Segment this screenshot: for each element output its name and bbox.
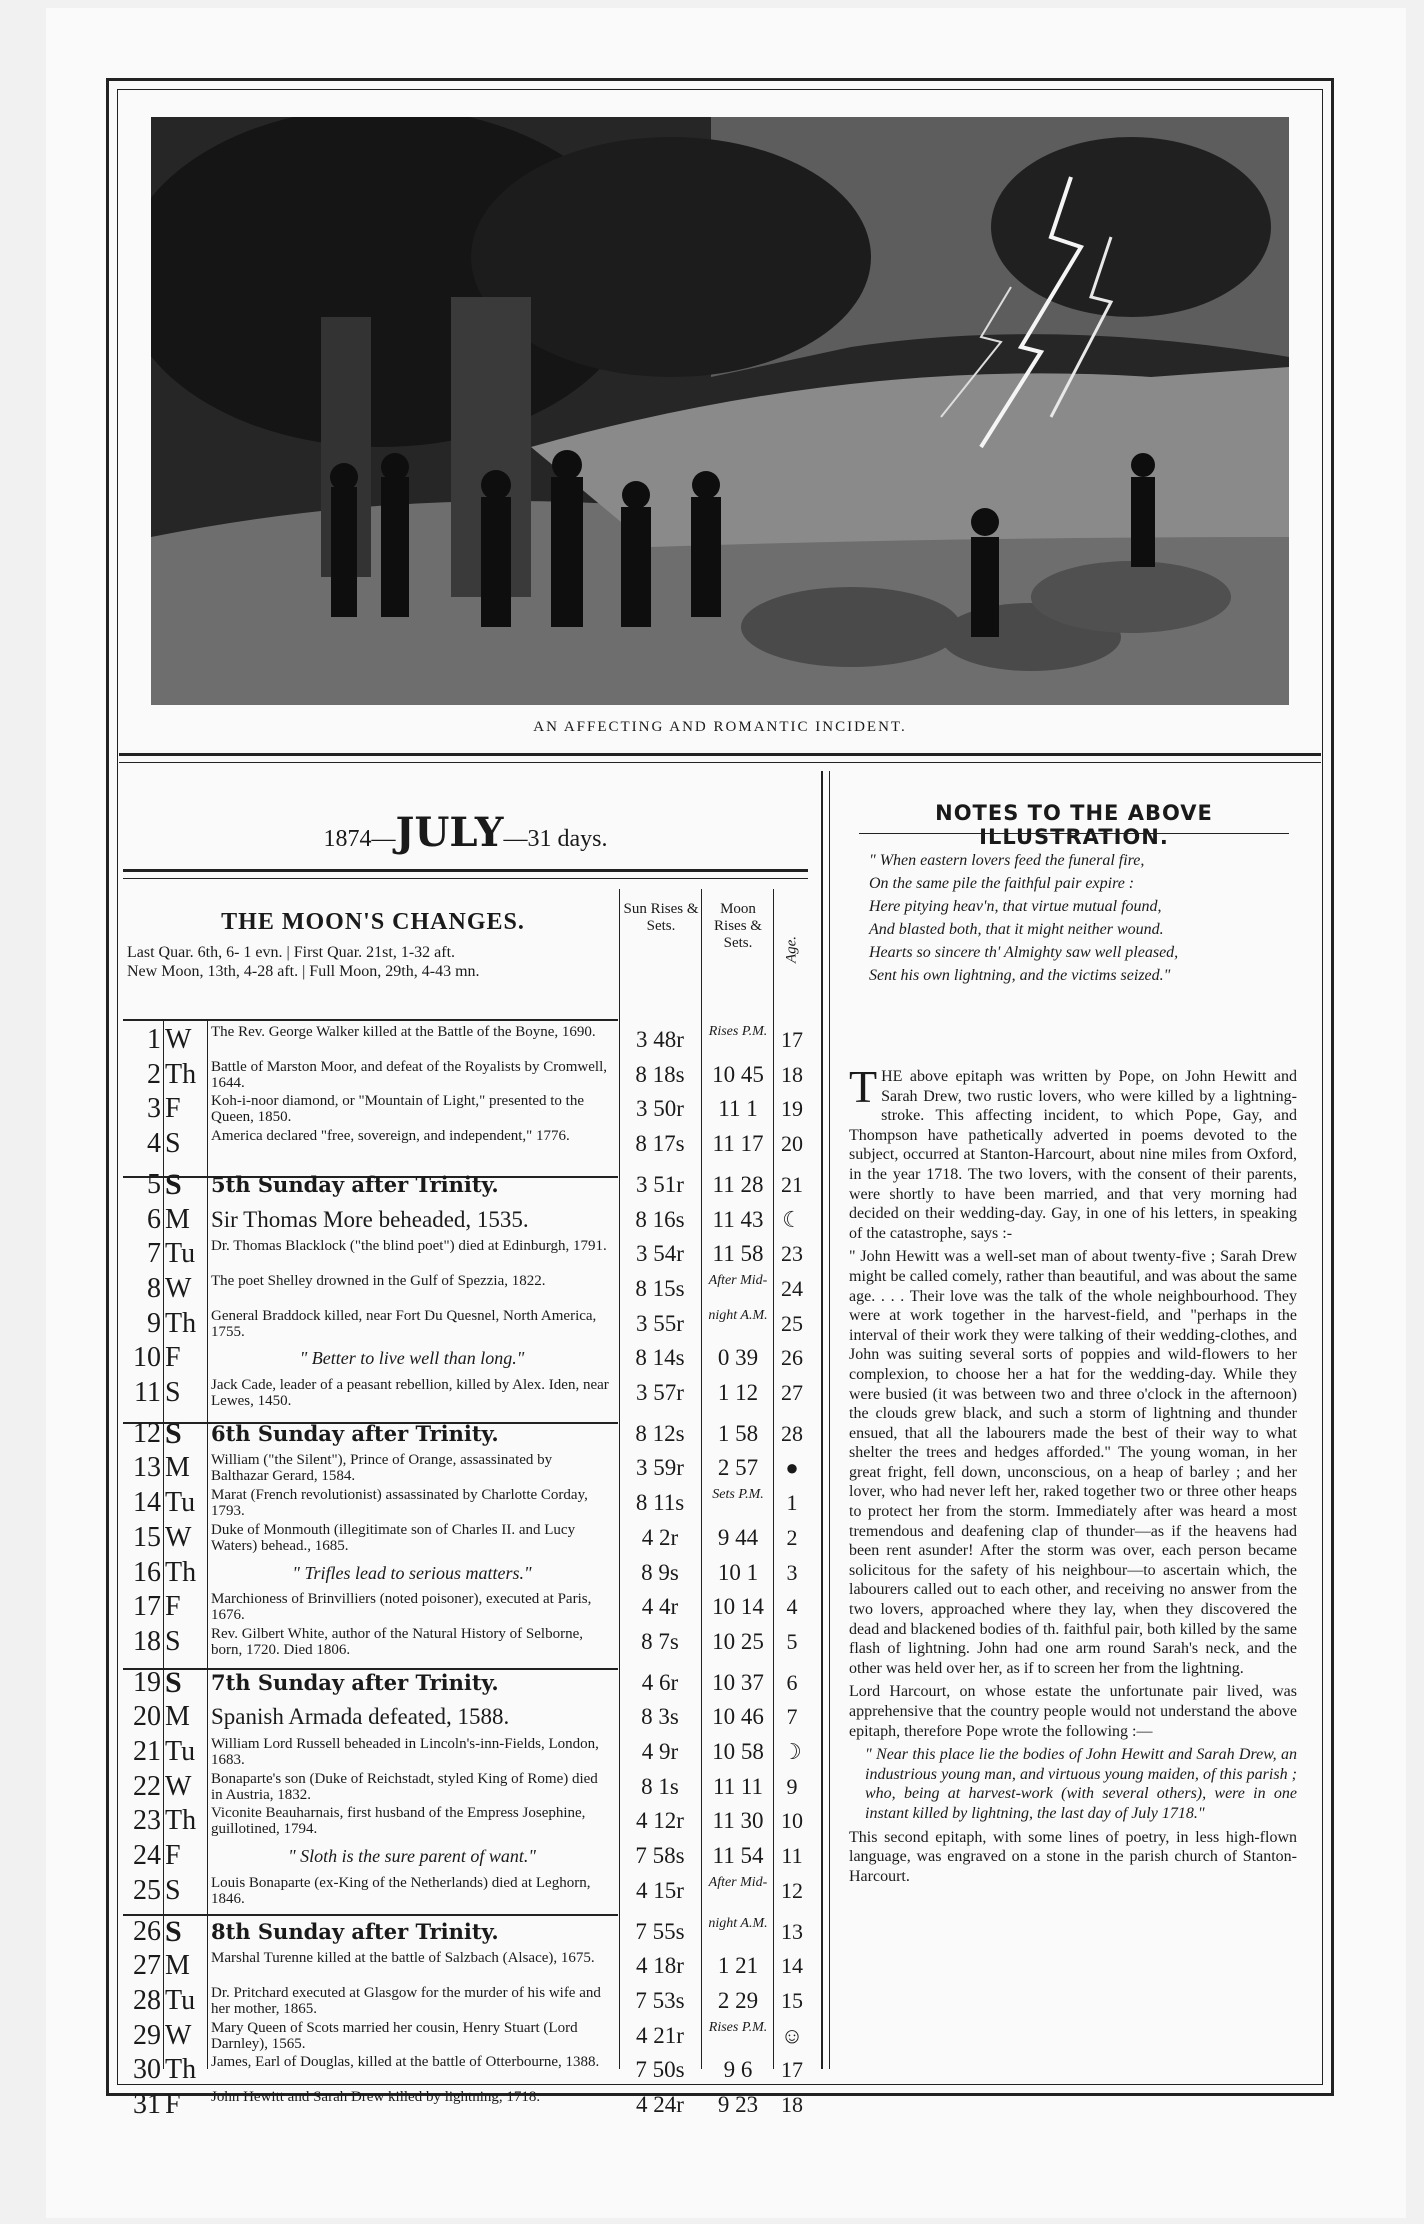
moon-time: 11 17 (712, 1131, 764, 1157)
moon-age: 18 (781, 2092, 803, 2117)
day-number: 4 (147, 1128, 161, 1160)
moon-time: 2 29 (717, 1987, 759, 2013)
event-text: 5th Sunday after Trinity. (211, 1171, 499, 1197)
event-text: Marchioness of Brinvilliers (noted poisoner), executed at Paris, 1676. (211, 1591, 592, 1624)
moon-age: 13 (781, 1918, 803, 1944)
calendar-row (123, 1590, 808, 1624)
sun-time: 7 50s (635, 2057, 685, 2083)
calendar-row (123, 1272, 808, 1306)
weekday: W (165, 1024, 192, 1055)
day-number: 2 (147, 1058, 161, 1090)
day-number: 8 (147, 1272, 161, 1304)
moon-age: ☾ (782, 1206, 802, 1232)
calendar-row (123, 1984, 808, 2018)
event-text: Viconite Beauharnais, first husband of the Empress Josephine, guillotined, 1794. (211, 1805, 586, 1838)
event-text: Sir Thomas More beheaded, 1535. (211, 1206, 529, 1232)
calendar-row (123, 2088, 808, 2122)
weekday: W (165, 1770, 192, 1802)
day-number: 14 (133, 1487, 161, 1519)
day-number: 1 (147, 1024, 161, 1055)
moon-time: 9 44 (717, 1524, 759, 1550)
moon-time: 11 43 (712, 1206, 764, 1232)
moon-time: night A.M. (708, 1915, 768, 1931)
sun-time: 3 51r (636, 1171, 684, 1197)
weekday: S (165, 1914, 182, 1948)
poem-line: " When eastern lovers feed the funeral fire, (869, 852, 1145, 869)
calendar-row (123, 1341, 808, 1375)
weekday: S (165, 1625, 181, 1657)
day-number: 13 (133, 1452, 161, 1484)
moon-time: 10 37 (712, 1669, 764, 1695)
days-label: —31 days. (503, 826, 608, 852)
calendar-row (123, 1058, 808, 1092)
moon-age: 17 (781, 1027, 803, 1052)
sun-time: 7 55s (635, 1918, 685, 1944)
event-text: Duke of Monmouth (illegitimate son of Charles II. and Lucy Waters) behead., 1685. (211, 1521, 576, 1554)
day-number: 19 (133, 1666, 161, 1698)
day-number: 30 (133, 2054, 161, 2086)
calendar-row (123, 1770, 808, 1804)
event-text: " Trifles lead to serious matters." (292, 1562, 532, 1583)
moon-time: 10 58 (712, 1739, 764, 1764)
sun-time: 3 50r (636, 1096, 684, 1122)
event-text: Marat (French revolutionist) assassinated by Charlotte Corday, 1793. (211, 1487, 588, 1520)
event-text: Battle of Marston Moor, and defeat of the Royalists by Cromwell, 1644. (211, 1058, 607, 1091)
moon-age: 3 (786, 1559, 798, 1585)
weekday: M (165, 1203, 190, 1235)
moon-time: 10 14 (712, 1594, 764, 1620)
day-number: 16 (133, 1556, 161, 1588)
day-number: 25 (133, 1874, 161, 1906)
moon-time: 11 54 (712, 1843, 764, 1869)
day-number: 28 (133, 1984, 161, 2016)
calendar-row (123, 2053, 808, 2087)
sun-time: 8 15s (635, 1275, 685, 1301)
moon-age: 27 (781, 1380, 803, 1405)
table-top-rule (123, 1019, 618, 1021)
moon-age: ☽ (782, 1739, 802, 1764)
event-text: Mary Queen of Scots married her cousin, Henry Stuart (Lord Darnley), 1565. (211, 2019, 578, 2052)
event-text: The poet Shelley drowned in the Gulf of Spezzia, 1822. (211, 1272, 546, 1289)
sun-time: 4 21r (636, 2022, 684, 2048)
day-number: 3 (147, 1093, 161, 1125)
moon-time: 11 11 (712, 1773, 764, 1799)
calendar-row (123, 1023, 808, 1057)
second-epitaph: " Near this place lie the bodies of John Hewitt and Sarah Drew, an industrious young man, and virtuous young maiden, of this parish ; who, being at harvest-work (with several others), were in one instant killed by lightning, the last day of July 1718." (865, 1746, 1297, 1822)
moon-time: 0 39 (717, 1345, 759, 1371)
event-text: Jack Cade, leader of a peasant rebellion, killed by Alex. Iden, near Lewes, 1450. (211, 1377, 609, 1409)
title-rule (123, 869, 808, 879)
calendar-row (123, 1839, 808, 1873)
drop-cap: T (849, 1061, 878, 1112)
moon-time: 1 12 (717, 1380, 759, 1405)
day-number: 18 (133, 1625, 161, 1657)
day-number: 23 (133, 1805, 161, 1837)
weekday: F (165, 1840, 181, 1872)
storm-scene-image (151, 117, 1289, 705)
weekday: Tu (165, 1238, 196, 1270)
section-divider (119, 753, 1321, 763)
moon-time: After Mid- (708, 1272, 768, 1288)
moon-age: 18 (781, 1061, 803, 1087)
calendar-column (123, 771, 808, 2120)
moon-time: 10 25 (712, 1628, 764, 1654)
weekday: W (165, 1521, 192, 1553)
day-number: 26 (133, 1915, 161, 1947)
moon-age: 9 (786, 1773, 798, 1799)
moon-age: 7 (786, 1704, 798, 1730)
day-number: 21 (133, 1736, 161, 1767)
moon-changes-text (127, 943, 627, 981)
notes-title-rule (859, 833, 1289, 836)
moon-age: 21 (781, 1171, 803, 1197)
day-number: 17 (133, 1591, 161, 1623)
calendar-row (123, 1168, 808, 1202)
moon-time: 10 1 (717, 1559, 759, 1585)
sun-time: 8 9s (641, 1559, 679, 1585)
event-text: Dr. Pritchard executed at Glasgow for the murder of his wife and her mother, 1865. (211, 1984, 601, 2017)
day-number: 15 (133, 1521, 161, 1553)
day-number: 6 (147, 1203, 161, 1235)
illustration-caption: AN AFFECTING AND ROMANTIC INCIDENT. (533, 719, 907, 735)
event-text: America declared "free, sovereign, and independent," 1776. (211, 1128, 570, 1145)
calendar-row (123, 2019, 808, 2053)
calendar-row (123, 1307, 808, 1341)
calendar-row (123, 1735, 808, 1769)
sun-time: 4 4r (641, 1594, 679, 1620)
calendar-row (123, 1666, 808, 1700)
weekday: Th (165, 2054, 197, 2086)
sun-time: 4 12r (636, 1808, 684, 1834)
calendar-row (123, 1451, 808, 1485)
sun-time: 8 12s (635, 1420, 685, 1446)
moon-age: ☺ (780, 2022, 804, 2048)
moon-changes-title: THE MOON'S CHANGES. (221, 909, 525, 935)
moon-age: 15 (781, 1987, 803, 2013)
moon-time: 9 6 (723, 2057, 753, 2083)
notes-paragraph-3: Lord Harcourt, on whose estate the unfortunate pair lived, was apprehensive that the country people would not understand the above epitaph, therefore Pope wrote the following :— (849, 1683, 1297, 1740)
weekday: F (165, 1093, 181, 1125)
poem-line: And blasted both, that it might neither wound. (869, 921, 1164, 938)
moon-age: 14 (781, 1953, 803, 1979)
moon-time: Rises P.M. (708, 2019, 768, 2035)
event-text: William Lord Russell beheaded in Lincoln's-inn-Fields, London, 1683. (211, 1736, 599, 1768)
day-number: 5 (147, 1168, 161, 1200)
sun-time: 4 15r (636, 1877, 684, 1903)
weekday: Tu (165, 1487, 196, 1519)
calendar-row (123, 1556, 808, 1590)
notes-column (839, 771, 1309, 2069)
weekday: F (165, 1591, 181, 1623)
sun-time: 3 54r (636, 1241, 684, 1267)
sun-time: 8 18s (635, 1061, 685, 1087)
weekday: F (165, 1342, 181, 1374)
sun-time: 8 14s (635, 1345, 685, 1371)
sun-time: 3 55r (636, 1310, 684, 1336)
sun-time: 8 1s (641, 1773, 679, 1799)
sun-time: 7 58s (635, 1843, 685, 1869)
moon-age: 4 (786, 1594, 798, 1620)
calendar-row (123, 1203, 808, 1237)
moon-time: 11 58 (712, 1241, 764, 1267)
moon-column-header: Moon Rises & Sets. (714, 901, 762, 951)
calendar-row (123, 1237, 808, 1271)
weekday: Th (165, 1805, 197, 1837)
event-text: Louis Bonaparte (ex-King of the Netherlands) died at Leghorn, 1846. (211, 1874, 591, 1907)
moon-time: 10 45 (712, 1061, 764, 1087)
event-text: James, Earl of Douglas, killed at the battle of Otterbourne, 1388. (211, 2054, 600, 2071)
moon-time: Rises P.M. (708, 1024, 768, 1039)
sun-time: 4 24r (636, 2092, 684, 2117)
moon-age: 2 (786, 1524, 798, 1550)
weekday: S (165, 1128, 181, 1160)
sun-time: 4 9r (641, 1739, 679, 1764)
calendar-row (123, 1874, 808, 1908)
almanac-frame (106, 78, 1334, 2120)
day-number: 7 (147, 1238, 161, 1270)
weekday: Th (165, 1556, 197, 1588)
event-text: " Sloth is the sure parent of want." (288, 1846, 536, 1867)
weekday: Th (165, 1058, 197, 1090)
age-column-header: Age. (783, 935, 800, 964)
sun-time: 3 59r (636, 1455, 684, 1481)
calendar-row (123, 1915, 808, 1949)
event-text: General Braddock killed, near Fort Du Quesnel, North America, 1755. (211, 1307, 597, 1340)
sun-time: 4 2r (641, 1524, 679, 1550)
weekday: Th (165, 1307, 197, 1339)
sun-column-header: Sun Rises & Sets. (623, 901, 699, 934)
day-number: 27 (133, 1950, 161, 1982)
sun-time: 8 7s (641, 1628, 679, 1654)
moon-age: 28 (781, 1420, 803, 1446)
moon-age: 11 (781, 1843, 803, 1869)
calendar-row (123, 1127, 808, 1161)
moon-age: 5 (786, 1628, 798, 1654)
event-text: Dr. Thomas Blacklock ("the blind poet") died at Edinburgh, 1791. (211, 1238, 607, 1255)
sun-time: 8 16s (635, 1206, 685, 1232)
moon-time: Sets P.M. (712, 1487, 764, 1503)
day-number: 10 (133, 1342, 161, 1374)
moon-changes-line-1: Last Quar. 6th, 6- 1 evn. | First Quar. 21st, 1-32 aft. (127, 944, 456, 961)
calendar-row (123, 1417, 808, 1451)
moon-age: 26 (781, 1345, 803, 1371)
moon-time: After Mid- (708, 1874, 768, 1890)
event-text: Spanish Armada defeated, 1588. (211, 1704, 510, 1730)
moon-age: 10 (781, 1808, 803, 1834)
event-text: Rev. Gilbert White, author of the Natural History of Selborne, born, 1720. Died 1806. (211, 1625, 583, 1658)
day-number: 20 (133, 1701, 161, 1733)
month-title (123, 809, 808, 856)
moon-time: 9 23 (717, 2092, 759, 2117)
poem-line: Sent his own lightning, and the victims seized." (869, 967, 1171, 984)
year-label: 1874— (323, 826, 396, 852)
event-text: 8th Sunday after Trinity. (211, 1918, 499, 1944)
event-text: The Rev. George Walker killed at the Battle of the Boyne, 1690. (211, 1024, 596, 1040)
poem-line: On the same pile the faithful pair expire : (869, 875, 1135, 892)
poem-line: Hearts so sincere th' Almighty saw well pleased, (869, 944, 1179, 961)
sun-time: 3 48r (636, 1027, 684, 1052)
sun-time: 4 18r (636, 1953, 684, 1979)
weekday: M (165, 1701, 190, 1733)
moon-age: 1 (786, 1490, 798, 1516)
calendar-row (123, 1949, 808, 1983)
weekday: S (165, 1874, 181, 1906)
moon-age: 20 (781, 1131, 803, 1157)
event-text: 7th Sunday after Trinity. (211, 1669, 499, 1695)
day-number: 11 (134, 1377, 161, 1408)
weekday: S (165, 1167, 182, 1201)
poem-line: Here pitying heav'n, that virtue mutual found, (869, 898, 1162, 915)
month-label: JULY (395, 809, 504, 856)
weekday: S (165, 1665, 182, 1699)
event-text: John Hewitt and Sarah Drew killed by lightning, 1718. (211, 2089, 541, 2105)
column-separator (821, 771, 830, 2069)
moon-time: 2 57 (717, 1455, 759, 1481)
calendar-row (123, 1376, 808, 1410)
day-number: 29 (133, 2019, 161, 2051)
notes-title: NOTES TO THE ABOVE ILLUSTRATION. (935, 801, 1213, 849)
calendar-row (123, 1700, 808, 1734)
moon-age: 19 (781, 1096, 803, 1122)
calendar-row (123, 1625, 808, 1659)
calendar-row (123, 1486, 808, 1520)
weekday: M (165, 1452, 190, 1484)
moon-time: 1 21 (717, 1953, 759, 1979)
day-number: 31 (133, 2089, 161, 2120)
sun-time: 8 11s (635, 1490, 685, 1516)
moon-age: 24 (781, 1275, 803, 1301)
calendar-row (123, 1521, 808, 1555)
moon-age: 25 (781, 1310, 803, 1336)
moon-time: night A.M. (708, 1307, 768, 1323)
weekday: W (165, 2019, 192, 2051)
day-number: 24 (133, 1840, 161, 1872)
moon-age: 12 (781, 1877, 803, 1903)
weekday: S (165, 1416, 182, 1450)
sun-time: 7 53s (635, 1987, 685, 2013)
notes-paragraph-1: HE above epitaph was written by Pope, on John Hewitt and Sarah Drew, two rustic lovers, who were killed by a lightning-stroke. This affecting incident, to which Pope, Gay, and Thompson have pathetically adverted in poems devoted to the subject, occurred at Stanton-Harcourt, about nine miles from Oxford, in the year 1718. The two lovers, with the consent of their parents, were shortly to have been married, and that very morning had decided on their wedding-day. Gay, in one of his letters, in speaking of the catastrophe, says :- (849, 1068, 1297, 1242)
moon-age: 6 (786, 1669, 798, 1695)
moon-time: 11 30 (712, 1808, 764, 1834)
sun-time: 3 57r (636, 1380, 684, 1405)
event-text: Koh-i-noor diamond, or "Mountain of Light," presented to the Queen, 1850. (211, 1093, 585, 1126)
weekday: Tu (165, 1736, 196, 1767)
event-text: Bonaparte's son (Duke of Reichstadt, styled King of Rome) died in Austria, 1832. (211, 1770, 598, 1803)
weekday: Tu (165, 1984, 196, 2016)
calendar-row (123, 1804, 808, 1838)
notes-prose (849, 1061, 1297, 1890)
day-number: 9 (147, 1307, 161, 1339)
notes-paragraph-5: This second epitaph, with some lines of poetry, in less high-flown language, was engraved on a stone in the parish church of Stanton-Harcourt. (849, 1828, 1297, 1885)
event-text: 6th Sunday after Trinity. (211, 1420, 499, 1446)
day-number: 12 (133, 1417, 161, 1449)
epitaph-poem (869, 849, 1289, 987)
moon-age: 17 (781, 2057, 803, 2083)
moon-age: 23 (781, 1241, 803, 1267)
weekday: F (165, 2089, 181, 2120)
sun-time: 4 6r (641, 1669, 679, 1695)
moon-time: 11 28 (712, 1171, 764, 1197)
event-text: William ("the Silent"), Prince of Orange, assassinated by Balthazar Gerard, 1584. (211, 1452, 553, 1485)
event-text: " Better to live well than long." (299, 1348, 525, 1369)
engraving-illustration (151, 117, 1289, 705)
sun-time: 8 3s (641, 1704, 679, 1730)
moon-time: 10 46 (712, 1704, 764, 1730)
moon-time: 11 1 (718, 1096, 758, 1122)
weekday: W (165, 1272, 192, 1304)
weekday: M (165, 1950, 190, 1982)
weekday: S (165, 1377, 181, 1408)
notes-paragraph-2: " John Hewitt was a well-set man of about twenty-five ; Sarah Drew might be called comely, rather than beautiful, and was about the same age. . . . Their love was the talk of the whole neighbourhood. They were at work together in the harvest-field, and "perhaps in the interval of their work they were talking of their wedding-clothes, and John was suiting several sorts of poppies and wild-flowers to her complexion, to choose her a hat for the wedding-day. While they were busied (it was between two and three o'clock in the afternoon) the clouds grew black, and such a storm of lightning and thunder ensued, that all the labourers made the best of their way to what shelter the trees and hedges afforded." The young woman, in her great fright, fell down, unconscious, on a heap of barley ; and her lover, who had never left her, raked together two or three other heaps to protect her from the storm. Immediately after was heard a most tremendous and deafening clap of thunder—as if the heavens had been rent asunder! After the storm was over, each person became solicitous for the safety of his neighbour—to ascertain which, the labourers called out to each other, and receiving no answer from the two lovers, approached where they lay, when they discovered the dead and blackened bodies of th. faithful pair, both killed by the same flash of lightning. John had one arm round Sarah's neck, and the other was held over her, as if to screen her from the lightning. (849, 1248, 1297, 1677)
moon-time: 1 58 (717, 1420, 759, 1446)
calendar-row (123, 1092, 808, 1126)
moon-age: ● (785, 1455, 799, 1481)
event-text: Marshal Turenne killed at the battle of Salzbach (Alsace), 1675. (211, 1950, 595, 1967)
day-number: 22 (133, 1770, 161, 1802)
sun-time: 8 17s (635, 1131, 685, 1157)
moon-changes-line-2: New Moon, 13th, 4-28 aft. | Full Moon, 29th, 4-43 mn. (127, 963, 480, 980)
